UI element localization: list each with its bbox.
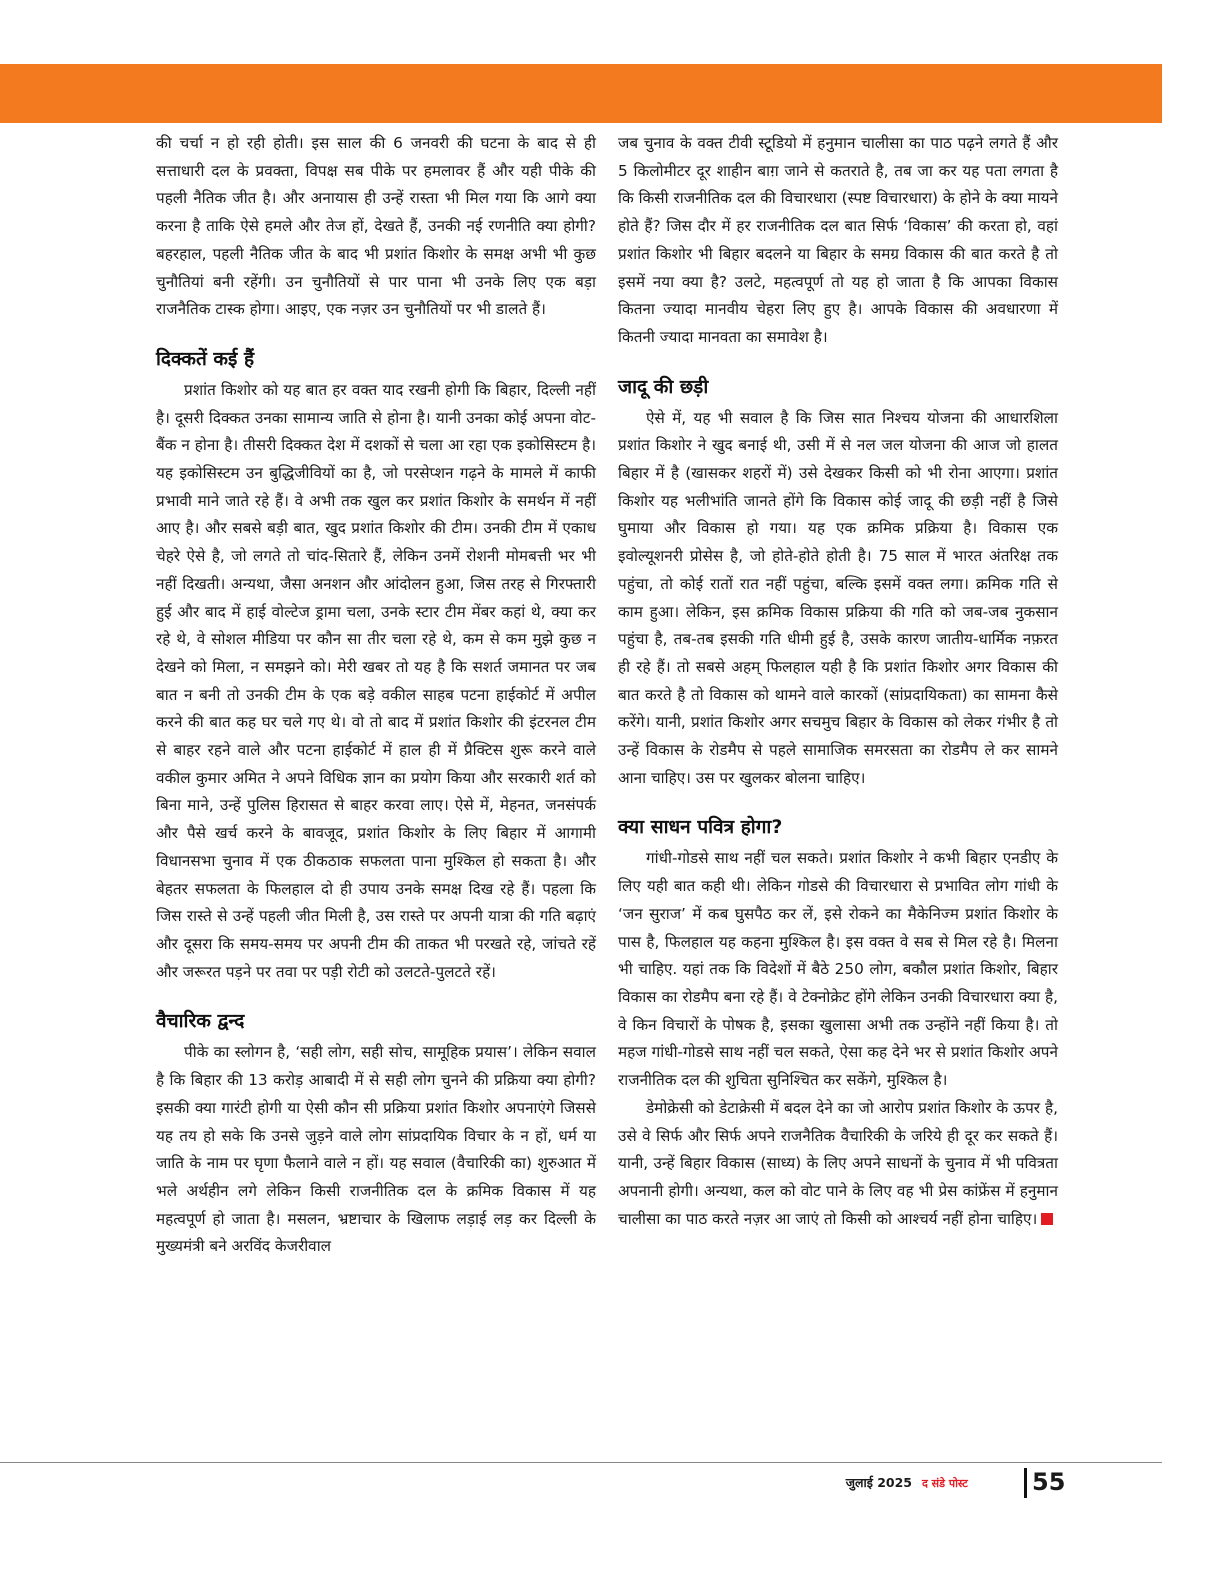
page-footer [800, 1466, 1066, 1502]
page-number: 55 [1032, 1468, 1066, 1496]
paragraph: प्रशांत किशोर को यह बात हर वक्त याद रखनी होगी कि बिहार, दिल्ली नहीं है। दूसरी दिक्कत उनका सामान्य जाति से होना है। यानी उनका कोई अपना वोट-बैंक न होना है। तीसरी दिक्कत देश में दशकों से चला आ रहा एक इकोसिस्टम है। यह इकोसिस्टम उन बुद्धिजीवियों का है, जो परसेप्शन गढ़ने के मामले में काफी प्रभावी माने जाते रहे हैं। वे अभी तक खुल कर प्रशांत किशोर के समर्थन में नहीं आए है। और सबसे बड़ी बात, खुद प्रशांत किशोर की टीम। उनकी टीम में एकाध चेहरे ऐसे है, जो लगते तो चांद-सितारे हैं, लेकिन उनमें रोशनी मोमबत्ती भर भी नहीं दिखती। अन्यथा, जैसा अनशन और आंदोलन हुआ, जिस तरह से गिरफ्तारी हुई और बाद में हाई वोल्टेज ड्रामा चला, उनके स्टार टीम मेंबर कहां थे, क्या कर रहे थे, वे सोशल मीडिया पर कौन सा तीर चला रहे थे, कम से कम मुझे कुछ न देखने को मिला, न समझने को। मेरी खबर तो यह है कि सशर्त जमानत पर जब बात न बनी तो उनकी टीम के एक बड़े वकील साहब पटना हाईकोर्ट में अपील करने की बात कह घर चले गए थे। वो तो बाद में प्रशांत किशोर की इंटरनल टीम से बाहर रहने वाले और पटना हाईकोर्ट में हाल ही में प्रैक्टिस शुरू करने वाले वकील कुमार अमित ने अपने विधिक ज्ञान का प्रयोग किया और सरकारी शर्त को बिना माने, उन्हें पुलिस हिरासत से बाहर करवा लाए। ऐसे में, मेहनत, जनसंपर्क और पैसे खर्च करने के बावजूद, प्रशांत किशोर के लिए बिहार में आगामी विधानसभा चुनाव में एक ठीकठाक सफलता पाना मुश्किल हो सकता है। और बेहतर सफलता के फिलहाल दो ही उपाय उनके समक्ष दिख रहे हैं। पहला कि जिस रास्ते से उन्हें पहली जीत मिली है, उस रास्ते पर अपनी यात्रा की गति बढ़ाएं और दूसरा कि समय-समय पर अपनी टीम की ताकत भी परखते रहे, जांचते रहें और जरूरत पड़ने पर तवा पर पड़ी रोटी को उलटते-पुलटते रहें। [156, 380, 596, 981]
paragraph: जब चुनाव के वक्त टीवी स्टूडियो में हनुमान चालीसा का पाठ पढ़ने लगते हैं और 5 किलोमीटर दूर शाहीन बाग़ जाने से कतराते है, तब जा कर यह पता लगता है कि किसी राजनीतिक दल की विचारधारा (स्पष्ट विचारधारा) के होने के क्या मायने होते हैं? जिस दौर में हर राजनीतिक दल बात सिर्फ ‘विकास’ की करता हो, वहां प्रशांत किशोर भी बिहार बदलने या बिहार के समग्र विकास की बात करते है तो इसमें नया क्या है? उलटे, महत्वपूर्ण तो यह हो जाता है कि आपका विकास कितना ज्यादा मानवीय चेहरा लिए हुए है। आपके विकास की अवधारणा में कितनी ज्यादा मानवता का समावेश है। [618, 134, 1058, 346]
section-heading: वैचारिक द्वन्द [156, 1010, 245, 1033]
issue-date: जुलाई 2025 [845, 1475, 912, 1490]
paragraph: की चर्चा न हो रही होती। इस साल की 6 जनवरी की घटना के बाद से ही सत्ताधारी दल के प्रवक्ता, विपक्ष सब पीके पर हमलावर हैं और यही पीके की पहली नैतिक जीत है। और अनायास ही उन्हें रास्ता भी मिल गया कि आगे क्या करना है ताकि ऐसे हमले और तेज हों, देखते हैं, उनकी नई रणनीति क्या होगी? बहरहाल, पहली नैतिक जीत के बाद भी प्रशांत किशोर के समक्ष अभी भी कुछ चुनौतियां बनी रहेंगी। उन चुनौतियों से पार पाना भी उनके लिए एक बड़ा राजनैतिक टास्क होगा। आइए, एक नज़र उन चुनौतियों पर भी डालते हैं। [156, 134, 596, 319]
section-heading: जादू की छड़ी [618, 375, 709, 398]
publication-logo [922, 1472, 1018, 1490]
publication-logo-text: द संडे पोस्ट [922, 1477, 968, 1490]
end-of-article-square-icon [1041, 1213, 1053, 1225]
paragraph-text: डेमोक्रेसी को डेटाक्रेसी में बदल देने का जो आरोप प्रशांत किशोर के ऊपर है, उसे वे सिर्फ और सिर्फ अपने राजनैतिक वैचारिकी के जरिये ही दूर कर सकते हैं। यानी, उन्हें बिहार विकास (साध्य) के लिए अपने साधनों के चुनाव में भी पवित्रता अपनानी होगी। अन्यथा, कल को वोट पाने के लिए वह भी प्रेस कांफ्रेंस में हनुमान चालीसा का पाठ करते नज़र आ जाएं तो किसी को आश्चर्य नहीं होना चाहिए। [618, 1098, 1058, 1228]
section-heading: क्या साधन पवित्र होगा? [618, 816, 783, 839]
paragraph: ऐसे में, यह भी सवाल है कि जिस सात निश्चय योजना की आधारशिला प्रशांत किशोर ने खुद बनाई थी, उसी में से नल जल योजना की आज जो हालत बिहार में है (खासकर शहरों में) उसे देखकर किसी को भी रोना आएगा। प्रशांत किशोर यह भलीभांति जानते होंगे कि विकास कोई जादू की छड़ी नहीं है जिसे घुमाया और विकास हो गया। यह एक क्रमिक प्रक्रिया है। विकास एक इवोल्यूशनरी प्रोसेस है, जो होते-होते होती है। 75 साल में भारत अंतरिक्ष तक पहुंचा, तो कोई रातों रात नहीं पहुंचा, बल्कि इसमें वक्त लगा। क्रमिक गति से काम हुआ। लेकिन, इस क्रमिक विकास प्रक्रिया की गति को जब-जब नुकसान पहुंचा है, तब-तब इसकी गति धीमी हुई है, उसके कारण जातीय-धार्मिक नफ़रत ही रहे हैं। तो सबसे अहम् फिलहाल यही है कि प्रशांत किशोर अगर विकास की बात करते है तो विकास को थामने वाले कारकों (सांप्रदायिकता) का सामना कैसे करेंगे। यानी, प्रशांत किशोर अगर सचमुच बिहार के विकास को लेकर गंभीर है तो उन्हें विकास के रोडमैप से पहले सामाजिक समरसता का रोडमैप ले कर सामने आना चाहिए। उस पर खुलकर बोलना चाहिए। [618, 408, 1058, 787]
footer-separator [1024, 1468, 1027, 1498]
right-column [618, 130, 1058, 1233]
paragraph: गांधी-गोडसे साथ नहीं चल सकते। प्रशांत किशोर ने कभी बिहार एनडीए के लिए यही बात कही थी। लेकिन गोडसे की विचारधारा से प्रभावित लोग गांधी के ‘जन सुराज’ में कब घुसपैठ कर लें, इसे रोकने का मैकेनिज्म प्रशांत किशोर के पास है, फिलहाल यह कहना मुश्किल है। इस वक्त वे सब से मिल रहे है। मिलना भी चाहिए. यहां तक कि विदेशों में बैठे 250 लोग, बकौल प्रशांत किशोर, बिहार विकास का रोडमैप बना रहे हैं। वे टेक्नोक्रेट होंगे लेकिन उनकी विचारधारा क्या है, वे किन विचारों के पोषक है, इसका खुलासा अभी तक उन्होंने नहीं किया है। तो महज गांधी-गोडसे साथ नहीं चल सकते, ऐसा कह देने भर से प्रशांत किशोर अपने राजनीतिक दल की शुचिता सुनिश्चित कर सकेंगे, मुश्किल है। [618, 849, 1058, 1090]
paragraph-final [618, 1095, 1058, 1234]
header-color-band [0, 64, 1162, 123]
section-heading: दिक्कतें कई हैं [156, 347, 255, 370]
paragraph: पीके का स्लोगन है, ‘सही लोग, सही सोच, सामूहिक प्रयास’। लेकिन सवाल है कि बिहार की 13 करोड़ आबादी में से सही लोग चुनने की प्रक्रिया क्या होगी? इसकी क्या गारंटी होगी या ऐसी कौन सी प्रक्रिया प्रशांत किशोर अपनाएंगे जिससे यह तय हो सके कि उनसे जुड़ने वाले लोग सांप्रदायिक विचार के न हों, धर्म या जाति के नाम पर घृणा फैलाने वाले न हों। यह सवाल (वैचारिकी का) शुरुआत में भले अर्थहीन लगे लेकिन किसी राजनीतिक दल के क्रमिक विकास में यह महत्वपूर्ण हो जाता है। मसलन, भ्रष्टाचार के खिलाफ लड़ाई लड़ कर दिल्ली के मुख्यमंत्री बने अरविंद केजरीवाल [156, 1043, 596, 1256]
left-column [156, 130, 596, 1261]
footer-divider [0, 1462, 1162, 1463]
